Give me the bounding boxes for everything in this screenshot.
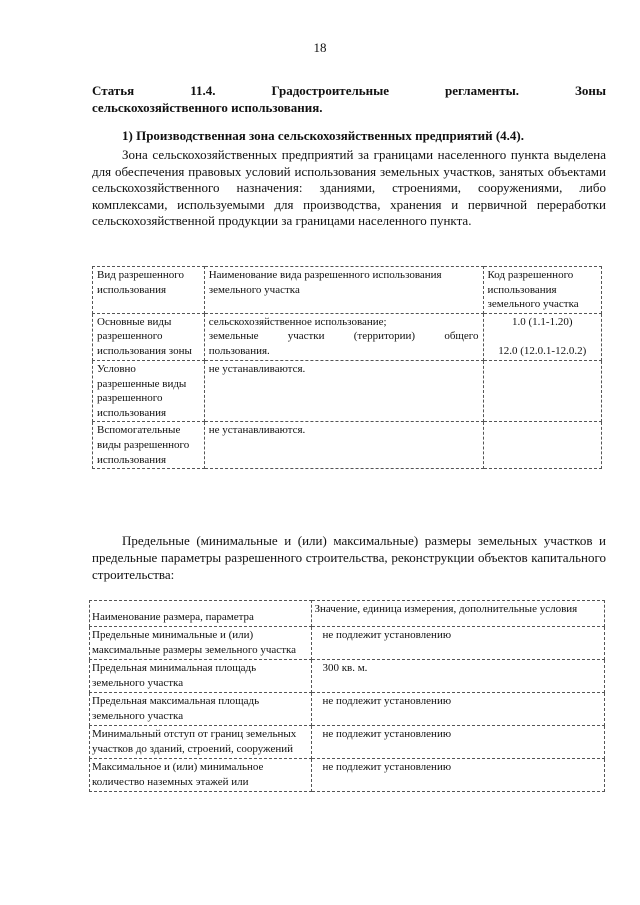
param-name: Минимальный отступ от границ земельных участков до зданий, строений, сооружений bbox=[90, 726, 312, 759]
use-code-1: 1.0 (1.1-1.20) bbox=[512, 315, 573, 328]
table-row bbox=[90, 627, 605, 660]
param-value: не подлежит установлению bbox=[312, 726, 605, 759]
table-row bbox=[90, 693, 605, 726]
use-kind: Основные виды разрешенного использования зоны bbox=[93, 313, 205, 360]
use-name bbox=[204, 313, 483, 360]
use-code bbox=[483, 422, 601, 469]
title-word: 11.4. bbox=[190, 83, 216, 98]
use-name: не устанавливаются. bbox=[204, 422, 483, 469]
title-word: Градостроительные bbox=[271, 83, 390, 98]
use-name-line: земельные участки (территории) общего bbox=[208, 330, 479, 343]
use-name: не устанавливаются. bbox=[204, 360, 483, 421]
table-header-row bbox=[93, 267, 602, 314]
title-word: Статья bbox=[92, 83, 135, 98]
param-value: не подлежит установлению bbox=[312, 693, 605, 726]
table-row bbox=[93, 360, 602, 421]
param-name: Предельная максимальная площадь земельного участка bbox=[90, 693, 312, 726]
header-param-value: Значение, единица измерения, дополнительные условия bbox=[312, 601, 605, 627]
use-kind: Вспомогательные виды разрешенного использования bbox=[93, 422, 205, 469]
header-param-name: Наименование размера, параметра bbox=[90, 601, 312, 627]
table-header-row bbox=[90, 601, 605, 627]
article-title bbox=[92, 82, 606, 116]
use-name-line: пользования. bbox=[208, 344, 270, 357]
param-value: не подлежит установлению bbox=[312, 627, 605, 660]
params-intro: Предельные (минимальные и (или) максимальные) размеры земельных участков и предельные параметры разрешенного строительства, реконструкции объектов капитального строительства: bbox=[92, 533, 606, 582]
use-code bbox=[483, 313, 601, 360]
title-word: регламенты. bbox=[445, 83, 519, 98]
use-name-line: сельскохозяйственное использование; bbox=[208, 315, 387, 328]
table-row bbox=[90, 726, 605, 759]
table-row bbox=[93, 422, 602, 469]
use-code bbox=[483, 360, 601, 421]
param-name: Предельная минимальная площадь земельного участка bbox=[90, 660, 312, 693]
header-kind: Вид разрешенного использования bbox=[93, 267, 205, 314]
param-name: Предельные минимальные и (или) максимальные размеры земельного участка bbox=[90, 627, 312, 660]
zone-heading: 1) Производственная зона сельскохозяйственных предприятий (4.4). bbox=[122, 128, 524, 143]
header-name: Наименование вида разрешенного использования земельного участка bbox=[204, 267, 483, 314]
param-value: 300 кв. м. bbox=[312, 660, 605, 693]
use-code-2: 12.0 (12.0.1-12.0.2) bbox=[498, 345, 587, 358]
param-name: Максимальное и (или) минимальное количество наземных этажей или bbox=[90, 759, 312, 792]
permitted-uses-table bbox=[92, 266, 602, 469]
parameters-table bbox=[89, 600, 605, 792]
title-line-2: сельскохозяйственного использования. bbox=[92, 100, 323, 115]
zone-description: Зона сельскохозяйственных предприятий за границами населенного пункта выделена для обеспечения правовых условий использования земельных участков, занятых объектами сельскохозяйственного назначения: зданиями, строениями, сооружениями, либо комплексами, используемыми для производства, хранения и первичной переработки сельскохозяйственной продукции за границами населенного пункта. bbox=[92, 147, 606, 229]
table-row bbox=[90, 759, 605, 792]
table-row bbox=[90, 660, 605, 693]
table-row bbox=[93, 313, 602, 360]
title-word: Зоны bbox=[574, 83, 606, 98]
param-value: не подлежит установлению bbox=[312, 759, 605, 792]
use-kind: Условно разрешенные виды разрешенного использования bbox=[93, 360, 205, 421]
header-code: Код разрешенного использования земельного участка bbox=[483, 267, 601, 314]
page-number: 18 bbox=[313, 40, 327, 55]
